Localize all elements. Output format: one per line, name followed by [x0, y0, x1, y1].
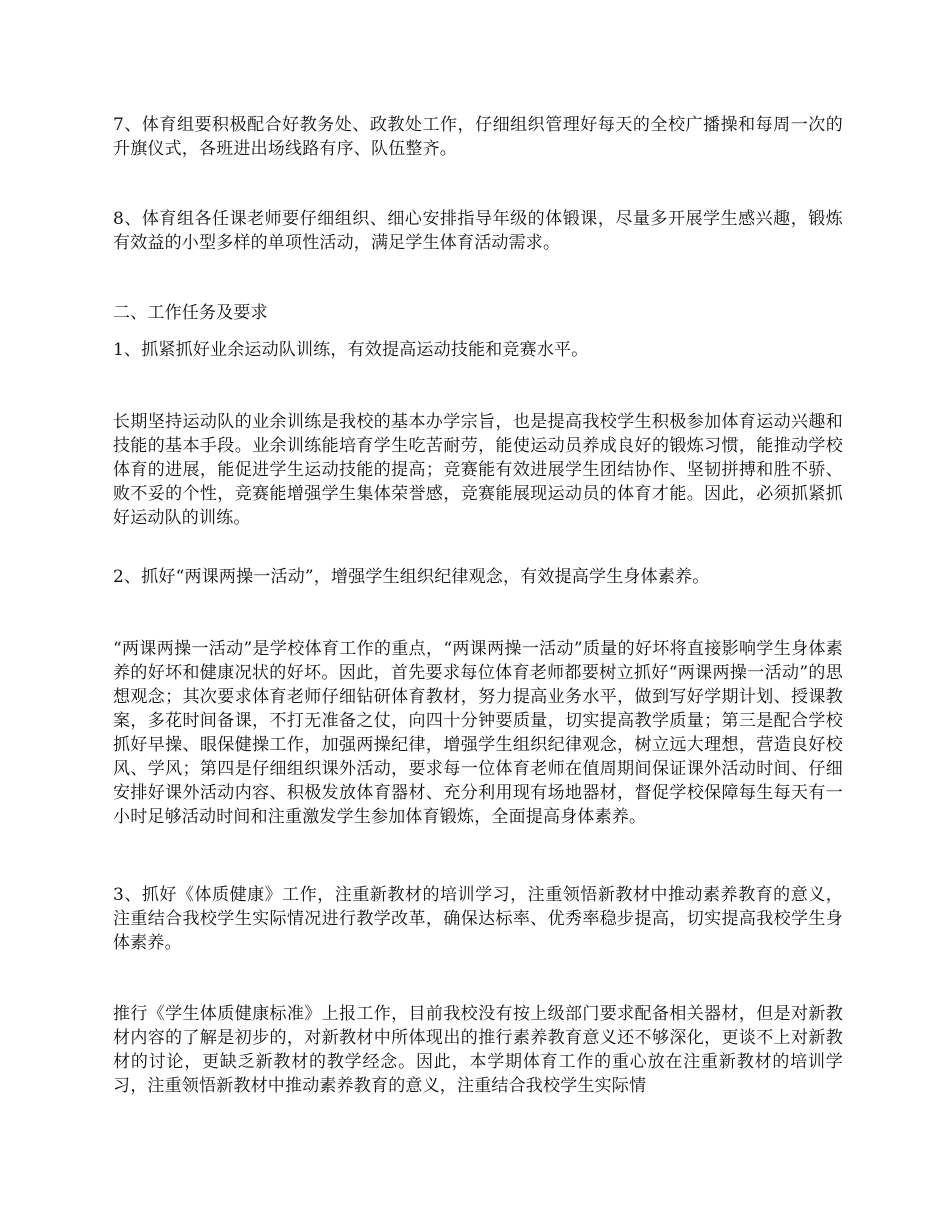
task-item-1-heading: 1、抓紧抓好业余运动队训练，有效提高运动技能和竞赛水平。: [113, 340, 589, 360]
paragraph-item-7: 7、体育组要积极配合好教务处、政教处工作，仔细组织管理好每天的全校广播操和每周一次的升旗仪式，各班进出场线路有序、队伍整齐。: [113, 115, 843, 159]
task-item-2-heading: 2、抓好“两课两操一活动”，增强学生组织纪律观念，有效提高学生身体素养。: [113, 567, 710, 587]
task-item-3-body: 推行《学生体质健康标准》上报工作，目前我校没有按上级部门要求配备相关器材，但是对新教材内容的了解是初步的，对新教材中所体现出的推行素养教育意义还不够深化，更谈不上对新教材的讨论，更缺乏新教材的教学经念。因此，本学期体育工作的重心放在注重新教材的培训学习，注重领悟新教材中推动素养教育的意义，注重结合我校学生实际情: [113, 1004, 843, 1096]
task-item-1-body: 长期坚持运动队的业余训练是我校的基本办学宗旨，也是提高我校学生积极参加体育运动兴趣和技能的基本手段。业余训练能培育学生吃苦耐劳，能使运动员养成良好的锻炼习惯，能推动学校体育的进展，能促进学生运动技能的提高；竞赛能有效进展学生团结协作、坚韧拼搏和胜不骄、败不妥的个性，竞赛能增强学生集体荣誉感，竞赛能展现运动员的体育才能。因此，必须抓紧抓好运动队的训练。: [113, 412, 843, 528]
task-item-2-body: “两课两操一活动”是学校体育工作的重点，“两课两操一活动”质量的好坏将直接影响学生身体素养的好坏和健康况状的好坏。因此，首先要求每位体育老师都要树立抓好“两课两操一活动”的思想观念；其次要求体育老师仔细钻研体育教材，努力提高业务水平，做到写好学期计划、授课教案，多花时间备课，不打无准备之仗，向四十分钟要质量，切实提高教学质量；第三是配合学校抓好早操、眼保健操工作，加强两操纪律，增强学生组织纪律观念，树立远大理想，营造良好校风、学风；第四是仔细组织课外活动，要求每一位体育老师在值周期间保证课外活动时间、仔细安排好课外活动内容、积极发放体育器材、充分利用现有场地器材，督促学校保障每生每天有一小时足够活动时间和注重激发学生参加体育锻炼，全面提高身体素养。: [113, 639, 843, 827]
section-heading-work-tasks: 二、工作任务及要求: [113, 303, 268, 323]
paragraph-item-8: 8、体育组各任课老师要仔细组织、细心安排指导年级的体锻课，尽量多开展学生感兴趣，锻炼有效益的小型多样的单项性活动，满足学生体育活动需求。: [113, 209, 843, 253]
task-item-3-heading: 3、抓好《体质健康》工作，注重新教材的培训学习，注重领悟新教材中推动素养教育的意义，注重结合我校学生实际情况进行教学改革，确保达标率、优秀率稳步提高，切实提高我校学生身体素养。: [113, 885, 843, 953]
